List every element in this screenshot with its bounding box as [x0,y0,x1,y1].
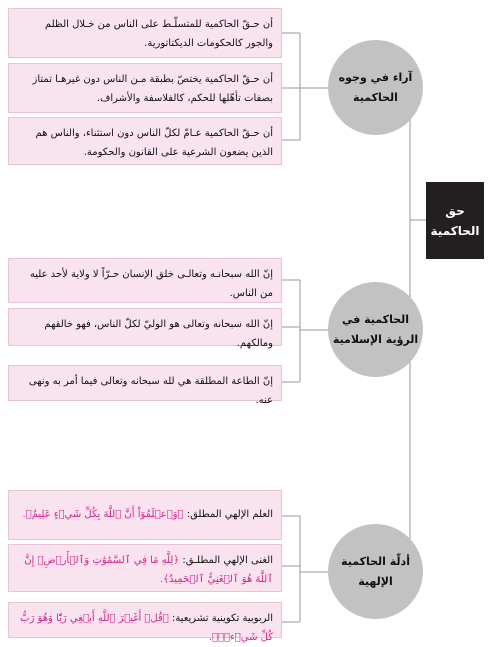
evidence-label-2: الغنى الإلهي المطلـق: [182,555,273,566]
group-node-evidence: أدلّة الحاكمية الإلهية [328,524,423,619]
card-views-1: أن حـقّ الحاكمية للمتسلّـط على الناس من خـلال الظلم والجور كالحكومات الديكتاتورية. [8,8,282,58]
group-node-views: آراء في وجوه الحاكمية [328,40,423,135]
card-views-3: أن حـقّ الحاكمية عـامّ لكلّ الناس دون استثناء، والناس هم الذين يضعون الشرعية على القانون والحكومة. [8,117,282,165]
evidence-label-1: العلم الإلهي المطلق: [186,509,273,520]
card-evidence-1 [8,490,282,540]
quran-verse-3: ﴿قُلۡ أَغَيۡرَ ٱللَّهِ أَبۡغِي رَبّٗا وَهُوَ رَبُّ كُلِّ شَيۡءٖۚ﴾. [20,613,273,643]
card-views-2: أن حـقّ الحاكمية يختصّ بطبقة مـن الناس دون غيرهـا تمتاز بصفات تأهّلها للحكم، كالفلاسفة والأشراف. [8,63,282,113]
card-islamic-2: إنّ الله سبحانه وتعالى هو الوليّ لكلّ الناس، فهو خالقهم ومالكهم. [8,308,282,346]
group-node-islamic-view: الحاكمية في الرؤية الإسلامية [328,282,423,377]
evidence-label-3: الربوبية تكوينية تشريعية: [171,613,273,624]
quran-verse-1: ﴿وَٱعۡلَمُوٓاْ أَنَّ ٱللَّهَ بِكُلِّ شَيۡءٍ عَلِيمٌ﴾. [22,509,184,520]
card-evidence-3 [8,602,282,643]
root-node: حق الحاكمية [426,182,484,259]
card-islamic-1: إنّ الله سبحانـه وتعالـى خلق الإنسان حـرّاً لا ولاية لأحد عليه من الناس. [8,258,282,303]
card-evidence-2 [8,544,282,592]
card-islamic-3: إنّ الطاعة المطلقة هي لله سبحانه وتعالى فيما أمر به ونهى عنه. [8,365,282,401]
quran-verse-2: ﴿لِلَّهِ مَا فِي ٱلسَّمَٰوَٰتِ وَٱلۡأَرۡضِۚ إِنَّ ٱللَّهَ هُوَ ٱلۡغَنِيُّ ٱلۡحَمِيدُ﴾. [24,555,273,585]
